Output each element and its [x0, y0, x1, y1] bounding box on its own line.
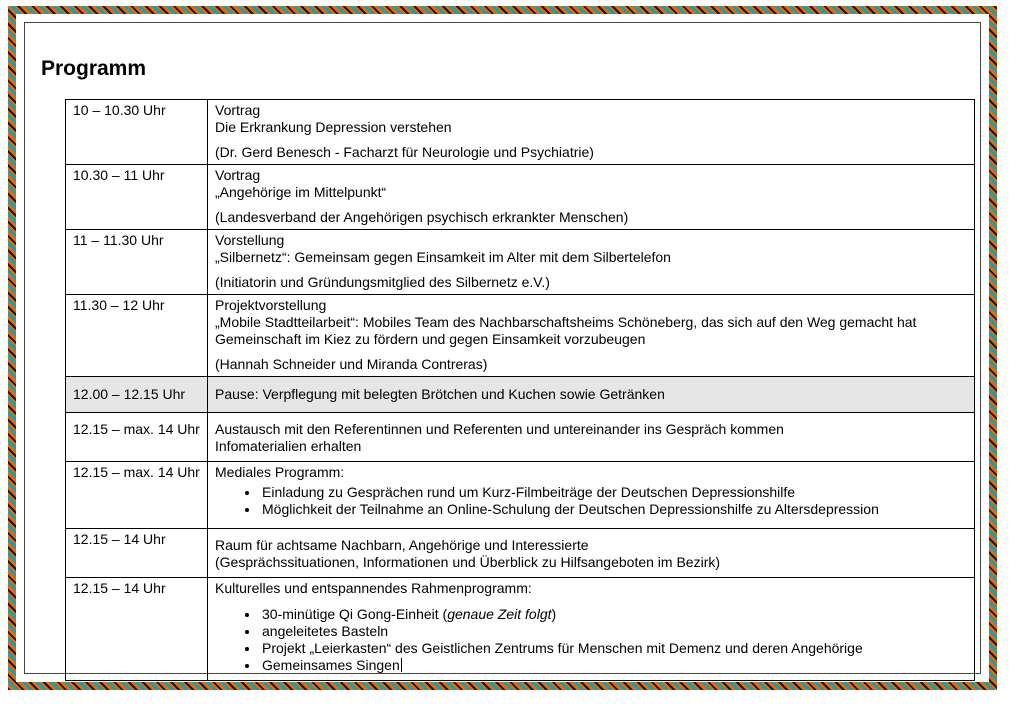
- page-area: [24, 22, 981, 674]
- list-item: • angeleitetes Basteln: [260, 623, 968, 640]
- qi-gong-text: 30-minütige Qi Gong-Einheit (: [262, 606, 448, 622]
- table-row: [66, 230, 975, 295]
- table-row: [66, 295, 975, 377]
- session-topic: Die Erkrankung Depression verstehen: [215, 119, 452, 135]
- time-cell: 10.30 – 11 Uhr: [66, 165, 208, 230]
- culture-list: [215, 606, 968, 674]
- time-cell: 10 – 10.30 Uhr: [66, 100, 208, 165]
- session-type: Vortrag: [215, 167, 261, 183]
- time-cell: 12.15 – max. 14 Uhr: [66, 413, 208, 462]
- exchange-line: Austausch mit den Referentinnen und Referenten und untereinander ins Gespräch kommen: [215, 421, 784, 437]
- session-speaker: (Landesverband der Angehörigen psychisch erkrankter Menschen): [215, 209, 629, 225]
- qi-gong-text-end: ): [551, 606, 557, 622]
- table-row: [66, 413, 975, 462]
- culture-heading: Kulturelles und entspannendes Rahmenprogramm:: [215, 580, 532, 596]
- description-cell: [208, 462, 975, 529]
- description-cell: [208, 295, 975, 377]
- exchange-line: Infomaterialien erhalten: [215, 438, 362, 454]
- time-cell: 11.30 – 12 Uhr: [66, 295, 208, 377]
- list-item: [260, 657, 968, 674]
- session-type: Projektvorstellung: [215, 297, 327, 313]
- description-cell: [208, 578, 975, 681]
- session-topic: „Silbernetz“: Gemeinsam gegen Einsamkeit im Alter mit dem Silbertelefon: [215, 249, 671, 265]
- table-row: [66, 165, 975, 230]
- time-cell: 11 – 11.30 Uhr: [66, 230, 208, 295]
- time-cell: 12.15 – max. 14 Uhr: [66, 462, 208, 529]
- session-speaker: (Dr. Gerd Benesch - Facharzt für Neurologie und Psychiatrie): [215, 144, 594, 160]
- table-row: [66, 578, 975, 681]
- space-line: Raum für achtsame Nachbarn, Angehörige und Interessierte: [215, 537, 589, 553]
- pause-row: [66, 377, 975, 413]
- program-table: [65, 99, 975, 681]
- session-topic-continued: Gemeinschaft im Kiez zu fördern und gegen Einsamkeit vorzubeugen: [215, 331, 646, 347]
- time-cell: 12.15 – 14 Uhr: [66, 529, 208, 578]
- page-title: Programm: [41, 57, 147, 80]
- session-speaker: (Initiatorin und Gründungsmitglied des Silbernetz e.V.): [215, 274, 550, 290]
- session-type: Vorstellung: [215, 232, 285, 248]
- table-row: [66, 529, 975, 578]
- media-list: [215, 484, 968, 518]
- session-type: Vortrag: [215, 102, 261, 118]
- pause-description: Pause: Verpflegung mit belegten Brötchen und Kuchen sowie Getränken: [208, 377, 975, 413]
- session-speaker: (Hannah Schneider und Miranda Contreras): [215, 356, 488, 372]
- description-cell: [208, 165, 975, 230]
- description-cell: [208, 100, 975, 165]
- time-cell: 12.15 – 14 Uhr: [66, 578, 208, 681]
- session-topic: „Mobile Stadtteilarbeit“: Mobiles Team des Nachbarschaftsheims Schöneberg, das sich auf den Weg gemacht hat: [215, 314, 917, 330]
- list-item: [260, 606, 968, 623]
- time-cell: 12.00 – 12.15 Uhr: [66, 377, 208, 413]
- list-item: • Projekt „Leierkasten“ des Geistlichen Zentrums für Menschen mit Demenz und deren Angehörige: [260, 640, 968, 657]
- singing-text: Gemeinsames Singen: [262, 657, 400, 673]
- description-cell: [208, 413, 975, 462]
- table-row: [66, 100, 975, 165]
- qi-gong-note: genaue Zeit folgt: [447, 606, 552, 622]
- description-cell: [208, 230, 975, 295]
- list-item: • Einladung zu Gesprächen rund um Kurz-Filmbeiträge der Deutschen Depressionshilfe: [260, 484, 968, 501]
- media-heading: Mediales Programm:: [215, 464, 345, 480]
- text-cursor: [401, 658, 402, 672]
- list-item: • Möglichkeit der Teilnahme an Online-Schulung der Deutschen Depressionshilfe zu Altersdepression: [260, 501, 968, 518]
- space-line: (Gesprächssituationen, Informationen und Überblick zu Hilfsangeboten im Bezirk): [215, 554, 721, 570]
- session-topic: „Angehörige im Mittelpunkt“: [215, 184, 387, 200]
- decorative-border: [8, 6, 997, 690]
- table-row: [66, 462, 975, 529]
- description-cell: [208, 529, 975, 578]
